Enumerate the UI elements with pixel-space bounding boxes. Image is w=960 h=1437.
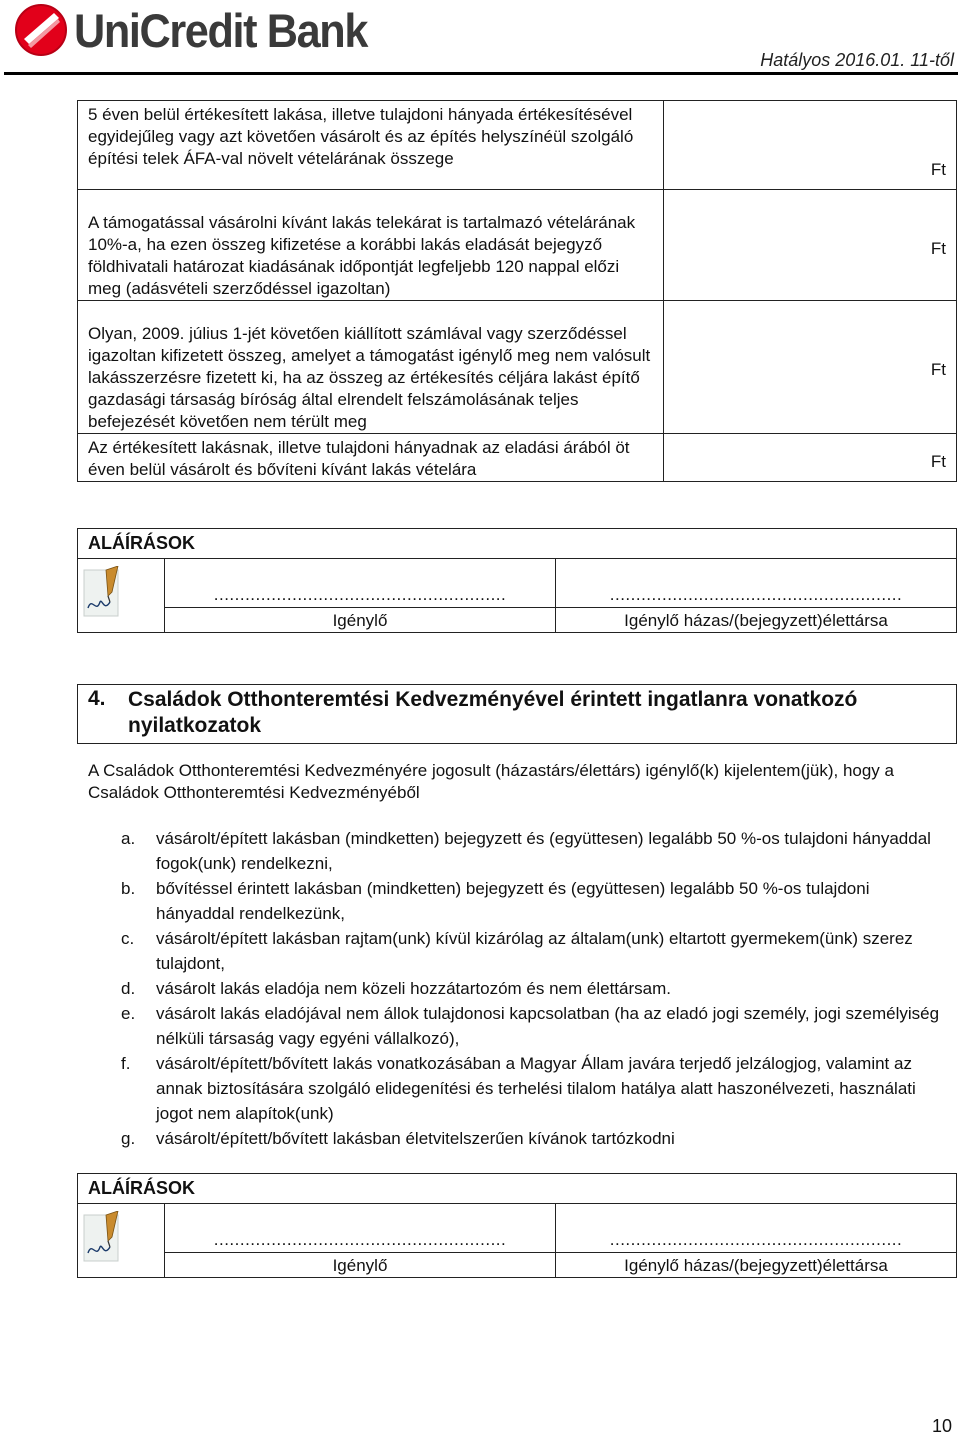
signature-table xyxy=(77,1173,957,1278)
amount-field[interactable] xyxy=(664,434,957,482)
list-item-text: bővítéssel érintett lakásban (mindketten) bejegyzett és (együttesen) legalább 50 %-os tulajdoni hányaddal rendelkezünk, xyxy=(156,879,870,923)
list-item-text: vásárolt/épített lakásban rajtam(unk) kívül kizárólag az általam(unk) eltartott gyermekem(ünk) szerez tulajdont, xyxy=(156,929,913,973)
row-description: 5 éven belül értékesített lakása, illetve tulajdoni hányada értékesítésével egyidejűleg vagy azt követően vásárolt és az építés helyszínéül szolgáló építési telek ÁFA-val növelt vételárának összege xyxy=(78,101,664,190)
page-number: 10 xyxy=(931,1416,952,1436)
brand-logo xyxy=(14,2,393,58)
header-divider xyxy=(4,72,958,75)
list-marker: e. xyxy=(121,1004,136,1023)
applicant-label: Igénylő xyxy=(165,608,556,633)
section-number: 4. xyxy=(88,687,106,710)
amount-field[interactable] xyxy=(664,301,957,434)
page-header xyxy=(0,0,960,78)
row-description: A támogatással vásárolni kívánt lakás telekárat is tartalmazó vételárának 10%-a, ha ezen összeg kifizetése a korábbi lakás eladását bejegyző földhivatali határozat kiadásának időpontját legfeljebb 120 nappal előzi meg (adásvételi szerződéssel igazoltan) xyxy=(78,190,664,301)
section-heading xyxy=(77,684,957,744)
declaration-list xyxy=(121,826,951,1151)
list-item xyxy=(121,876,951,926)
list-item xyxy=(121,976,951,1001)
row-description: Olyan, 2009. július 1-jét követően kiállított számlával vagy szerződéssel igazoltan kifizetett összeg, amelyet a támogatást igénylő meg nem valósult lakásszerzésre fizetett ki, ha az összeg az értékesítés céljára lakást építő gazdasági társaság bíróság által elrendelt felszámolásának teljes befejezését követően nem térült meg xyxy=(78,301,664,434)
list-item-text: vásárolt/épített/bővített lakásban életvitelszerűen kívánok tartózkodni xyxy=(156,1129,675,1148)
spouse-label: Igénylő házas/(bejegyzett)élettársa xyxy=(556,1253,957,1278)
amount-field[interactable] xyxy=(664,101,957,190)
signature-table xyxy=(77,528,957,633)
currency-label: Ft xyxy=(930,239,946,258)
unicredit-logo-icon xyxy=(14,3,68,57)
spouse-signature-line[interactable]: ........................................................ xyxy=(556,559,957,608)
amount-table xyxy=(77,100,957,482)
list-marker: b. xyxy=(121,879,136,898)
row-description: Az értékesített lakásnak, illetve tulajdoni hányadnak az eladási árából öt éven belül vásárolt és bővíteni kívánt lakás vételára xyxy=(78,434,664,482)
spouse-signature-line[interactable]: ........................................................ xyxy=(556,1204,957,1253)
list-item xyxy=(121,1051,951,1126)
section-title: Családok Otthonteremtési Kedvezményével érintett ingatlanra vonatkozó nyilatkozatok xyxy=(128,688,858,737)
spouse-label: Igénylő házas/(bejegyzett)élettársa xyxy=(556,608,957,633)
section-intro: A Családok Otthonteremtési Kedvezményére jogosult (házastárs/élettárs) igénylő(k) kijelentem(jük), hogy a Családok Otthonteremtési Kedvezményéből xyxy=(88,761,894,802)
applicant-label: Igénylő xyxy=(165,1253,556,1278)
amount-field[interactable] xyxy=(664,190,957,301)
signature-pen-icon xyxy=(82,1211,122,1265)
table-row xyxy=(78,101,957,190)
list-item xyxy=(121,1126,951,1151)
list-marker: c. xyxy=(121,929,135,948)
signatures-title: ALÁÍRÁSOK xyxy=(78,529,957,559)
list-item-text: vásárolt/épített/bővített lakás vonatkozásában a Magyar Állam javára terjedő jelzálogjog, valamint az annak biztosítására szolgáló elidegenítési és terhelési tilalom hatálya alatt haszonélvezeti, használati jogot nem alapítok(unk) xyxy=(156,1054,916,1123)
applicant-signature-line[interactable]: ........................................................ xyxy=(165,1204,556,1253)
signature-icon-cell xyxy=(78,1204,165,1278)
applicant-signature-line[interactable]: ........................................................ xyxy=(165,559,556,608)
signature-icon-cell xyxy=(78,559,165,633)
list-item-text: vásárolt lakás eladója nem közeli hozzátartozóm és nem élettársam. xyxy=(156,979,671,998)
currency-label: Ft xyxy=(930,160,946,179)
list-item-text: vásárolt/épített lakásban (mindketten) bejegyzett és (együttesen) legalább 50 %-os tulajdoni hányaddal fogok(unk) rendelkezni, xyxy=(156,829,931,873)
list-marker: g. xyxy=(121,1129,136,1148)
list-marker: d. xyxy=(121,979,136,998)
signatures-title: ALÁÍRÁSOK xyxy=(78,1174,957,1204)
brand-name: UniCredit Bank xyxy=(74,3,368,57)
table-row xyxy=(78,434,957,482)
validity-date: Hatályos 2016.01. 11-től xyxy=(760,50,954,70)
list-item xyxy=(121,1001,951,1051)
currency-label: Ft xyxy=(930,360,946,379)
currency-label: Ft xyxy=(930,452,946,471)
table-row xyxy=(78,190,957,301)
list-item xyxy=(121,926,951,976)
list-marker: f. xyxy=(121,1054,131,1073)
list-item xyxy=(121,826,951,876)
list-item-text: vásárolt lakás eladójával nem állok tulajdonosi kapcsolatban (ha az eladó jogi személy, jogi személyiség nélküli társaság vagy egyéni vállalkozó), xyxy=(156,1004,940,1048)
signature-pen-icon xyxy=(82,566,122,620)
table-row xyxy=(78,301,957,434)
list-marker: a. xyxy=(121,829,136,848)
